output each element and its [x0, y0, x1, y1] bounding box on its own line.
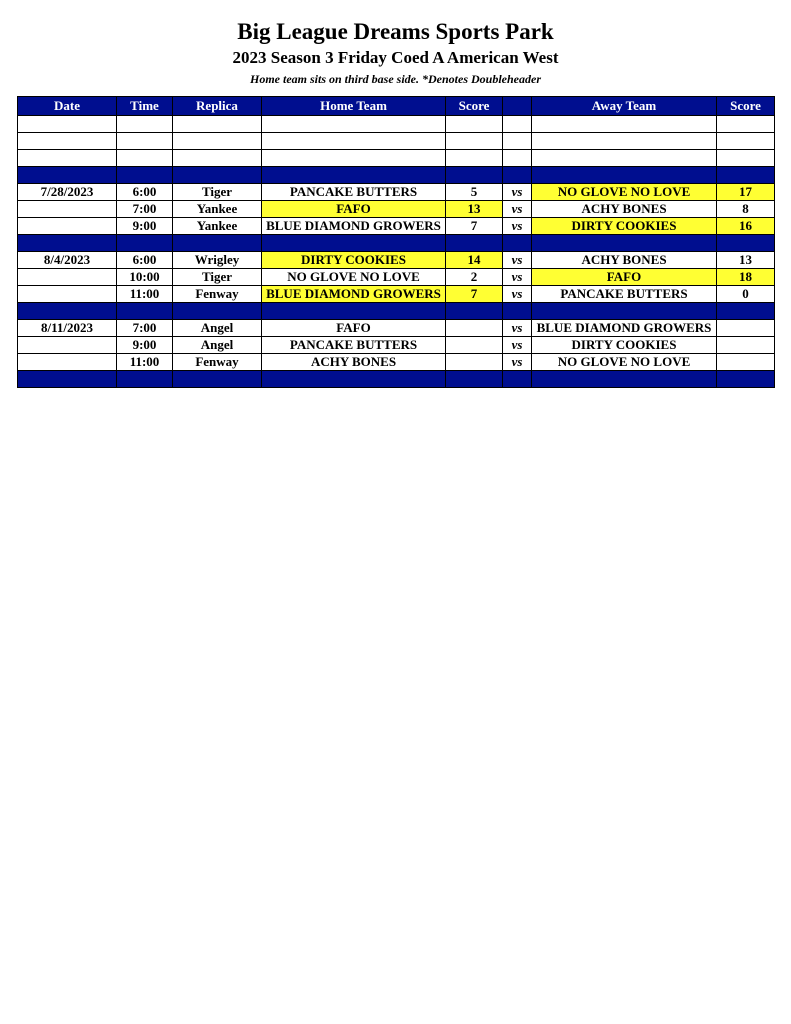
- game-date: [18, 354, 117, 371]
- vs-label: vs: [503, 354, 532, 371]
- game-date: [18, 337, 117, 354]
- away-score: [717, 320, 775, 337]
- page-note: Home team sits on third base side. *Denotes Doubleheader: [250, 72, 541, 86]
- game-date: [18, 218, 117, 235]
- away-team: FAFO: [532, 269, 717, 286]
- empty-row: [18, 116, 775, 133]
- game-date: [18, 286, 117, 303]
- home-score: 7: [446, 286, 503, 303]
- home-team: BLUE DIAMOND GROWERS: [262, 286, 446, 303]
- week-separator: [18, 167, 775, 184]
- home-score: 5: [446, 184, 503, 201]
- document-header: [0, 18, 791, 88]
- home-team: FAFO: [262, 201, 446, 218]
- game-replica: Fenway: [173, 354, 262, 371]
- game-time: 9:00: [117, 337, 173, 354]
- game-row: [18, 218, 775, 235]
- home-team: PANCAKE BUTTERS: [262, 184, 446, 201]
- home-score: [446, 337, 503, 354]
- vs-label: vs: [503, 201, 532, 218]
- home-score: [446, 354, 503, 371]
- game-date: [18, 201, 117, 218]
- home-score: 7: [446, 218, 503, 235]
- away-score: 18: [717, 269, 775, 286]
- game-time: 11:00: [117, 354, 173, 371]
- game-date: 7/28/2023: [18, 184, 117, 201]
- game-row: [18, 320, 775, 337]
- game-replica: Fenway: [173, 286, 262, 303]
- home-team: DIRTY COOKIES: [262, 252, 446, 269]
- col-home-team: Home Team: [262, 97, 446, 116]
- away-team: PANCAKE BUTTERS: [532, 286, 717, 303]
- home-team: ACHY BONES: [262, 354, 446, 371]
- week-separator: [18, 235, 775, 252]
- game-date: [18, 269, 117, 286]
- game-row: [18, 354, 775, 371]
- away-team: NO GLOVE NO LOVE: [532, 354, 717, 371]
- away-score: [717, 337, 775, 354]
- home-score: 13: [446, 201, 503, 218]
- away-score: 0: [717, 286, 775, 303]
- game-row: [18, 252, 775, 269]
- home-team: FAFO: [262, 320, 446, 337]
- away-score: 13: [717, 252, 775, 269]
- away-score: 8: [717, 201, 775, 218]
- col-home-score: Score: [446, 97, 503, 116]
- page-title: Big League Dreams Sports Park: [237, 19, 554, 44]
- game-time: 10:00: [117, 269, 173, 286]
- vs-label: vs: [503, 337, 532, 354]
- col-replica: Replica: [173, 97, 262, 116]
- home-team: PANCAKE BUTTERS: [262, 337, 446, 354]
- away-team: ACHY BONES: [532, 252, 717, 269]
- away-team: DIRTY COOKIES: [532, 218, 717, 235]
- game-replica: Angel: [173, 320, 262, 337]
- game-time: 7:00: [117, 320, 173, 337]
- home-score: [446, 320, 503, 337]
- away-team: NO GLOVE NO LOVE: [532, 184, 717, 201]
- home-score: 2: [446, 269, 503, 286]
- away-score: 17: [717, 184, 775, 201]
- game-date: 8/11/2023: [18, 320, 117, 337]
- col-away-team: Away Team: [532, 97, 717, 116]
- vs-label: vs: [503, 218, 532, 235]
- vs-label: vs: [503, 269, 532, 286]
- vs-label: vs: [503, 252, 532, 269]
- col-away-score: Score: [717, 97, 775, 116]
- game-replica: Yankee: [173, 201, 262, 218]
- game-replica: Wrigley: [173, 252, 262, 269]
- game-row: [18, 337, 775, 354]
- game-time: 9:00: [117, 218, 173, 235]
- header-row: [18, 97, 775, 116]
- col-date: Date: [18, 97, 117, 116]
- game-row: [18, 286, 775, 303]
- vs-label: vs: [503, 286, 532, 303]
- home-team: NO GLOVE NO LOVE: [262, 269, 446, 286]
- away-score: 16: [717, 218, 775, 235]
- game-time: 11:00: [117, 286, 173, 303]
- week-separator: [18, 303, 775, 320]
- col-vs: [503, 97, 532, 116]
- vs-label: vs: [503, 184, 532, 201]
- home-score: 14: [446, 252, 503, 269]
- game-date: 8/4/2023: [18, 252, 117, 269]
- game-replica: Tiger: [173, 269, 262, 286]
- game-replica: Yankee: [173, 218, 262, 235]
- game-row: [18, 269, 775, 286]
- game-time: 6:00: [117, 184, 173, 201]
- away-team: DIRTY COOKIES: [532, 337, 717, 354]
- week-separator: [18, 371, 775, 388]
- away-team: BLUE DIAMOND GROWERS: [532, 320, 717, 337]
- home-team: BLUE DIAMOND GROWERS: [262, 218, 446, 235]
- game-row: [18, 201, 775, 218]
- empty-row: [18, 150, 775, 167]
- game-time: 7:00: [117, 201, 173, 218]
- page-subtitle: 2023 Season 3 Friday Coed A American West: [232, 48, 559, 67]
- away-team: ACHY BONES: [532, 201, 717, 218]
- empty-row: [18, 133, 775, 150]
- schedule-table: [17, 96, 775, 388]
- game-row: [18, 184, 775, 201]
- game-replica: Angel: [173, 337, 262, 354]
- game-time: 6:00: [117, 252, 173, 269]
- away-score: [717, 354, 775, 371]
- vs-label: vs: [503, 320, 532, 337]
- col-time: Time: [117, 97, 173, 116]
- game-replica: Tiger: [173, 184, 262, 201]
